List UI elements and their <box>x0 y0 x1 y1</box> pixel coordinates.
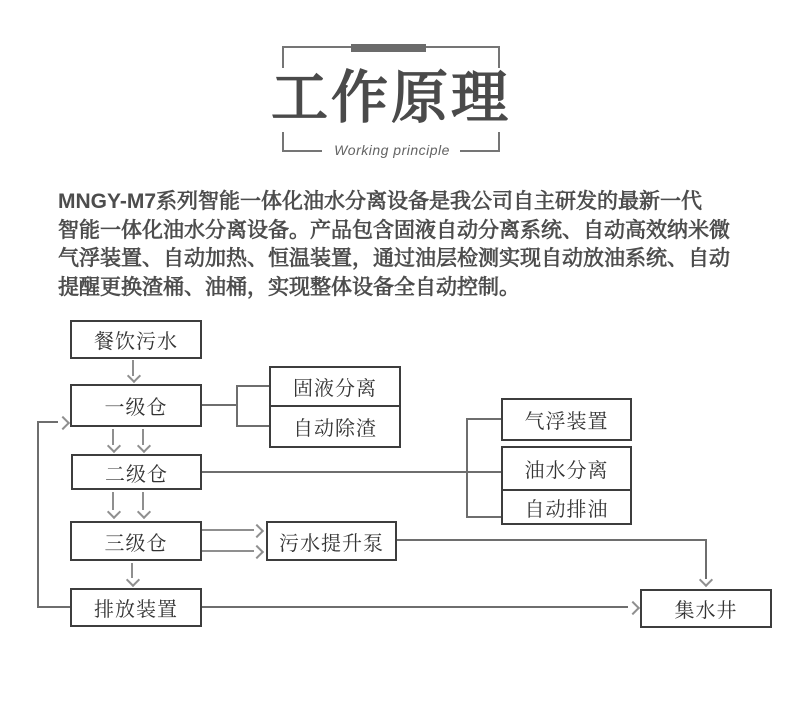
arrow-chamber3-to-pump-b <box>202 550 254 552</box>
node-solid-liquid-separation: 固液分离 <box>269 366 401 407</box>
title-top-bar <box>351 44 426 52</box>
node-water-collection-well: 集水井 <box>640 589 772 628</box>
node-auto-oil-discharge: 自动排油 <box>501 489 632 525</box>
intro-line-1: MNGY-M7系列智能一体化油水分离设备是我公司自主研发的最新一代 <box>58 190 703 213</box>
page-title: 工作原理 <box>271 66 511 130</box>
connector-bracket1-bottom <box>236 425 269 427</box>
node-chamber-1: 一级仓 <box>70 384 202 427</box>
title-frame-corner-br <box>498 132 500 152</box>
intro-line-3: 气浮装置、自动加热、恒温装置，通过油层检测实现自动放油系统、自动 <box>58 247 730 270</box>
title-frame-corner-tl <box>282 46 284 68</box>
connector-bracket1-top <box>236 385 269 387</box>
node-sewage-inlet: 餐饮污水 <box>70 320 202 359</box>
intro-line-2: 智能一体化油水分离设备。产品包含固液自动分离系统、自动高效纳米微 <box>58 218 730 242</box>
connector-chamber1-out <box>202 404 237 406</box>
arrowhead-down-icon <box>127 369 141 383</box>
title-frame-bottom-left <box>282 150 322 152</box>
connector-bracket2 <box>466 418 468 518</box>
title-frame-bottom-right <box>460 150 500 152</box>
arrowhead-right-icon <box>626 601 640 615</box>
node-discharge-device: 排放装置 <box>70 588 202 627</box>
node-air-flotation: 气浮装置 <box>501 398 632 441</box>
title-frame-top-right <box>426 46 500 48</box>
arrowhead-down-icon <box>137 439 151 453</box>
node-sewage-lift-pump: 污水提升泵 <box>266 521 397 561</box>
arrowhead-down-icon <box>137 505 151 519</box>
connector-discharge-to-well <box>202 606 628 608</box>
node-chamber-2: 二级仓 <box>71 454 202 490</box>
title-frame-corner-bl <box>282 132 284 152</box>
arrowhead-down-icon <box>126 573 140 587</box>
connector-chamber2-out <box>202 471 501 473</box>
arrow-chamber3-to-pump-a <box>202 529 254 531</box>
arrowhead-right-icon <box>250 524 264 538</box>
connector-bracket2-bottom <box>466 516 501 518</box>
node-chamber-3: 三级仓 <box>70 521 202 561</box>
arrowhead-right-icon <box>56 416 70 430</box>
arrowhead-down-icon <box>107 505 121 519</box>
arrowhead-down-icon <box>107 439 121 453</box>
page-subtitle: Working principle <box>334 142 450 158</box>
intro-line-4: 提醒更换渣桶、油桶，实现整体设备全自动控制。 <box>58 275 520 299</box>
connector-pump-to-well-h <box>397 539 707 541</box>
connector-bracket2-top <box>466 418 501 420</box>
arrowhead-down-icon <box>699 573 713 587</box>
arrowhead-right-icon <box>250 545 264 559</box>
connector-feedback-vertical <box>37 421 39 608</box>
intro-paragraph <box>58 188 748 302</box>
title-frame-corner-tr <box>498 46 500 68</box>
title-frame-top-left <box>282 46 351 48</box>
node-auto-deslagging: 自动除渣 <box>269 405 401 448</box>
connector-bracket1 <box>236 385 238 427</box>
connector-feedback-bottom <box>39 606 70 608</box>
node-oil-water-separation: 油水分离 <box>501 446 632 491</box>
